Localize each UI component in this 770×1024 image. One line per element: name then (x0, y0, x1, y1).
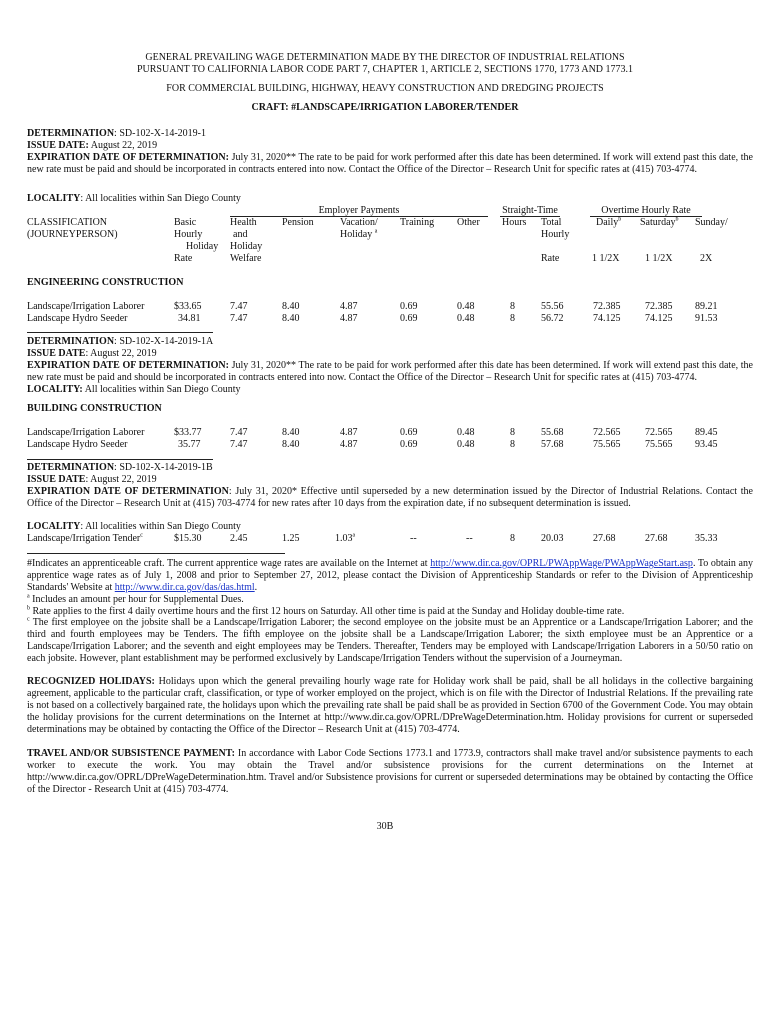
expiration-text: : July 31, 2020* Effective until superseded by a new determination issued by the Director of Industrial Relations. Contact the Office of the Director – Research Unit at (415) 703-4774 for new rates after 10 days from the expiration date, if no subsequent determination is issued. (27, 486, 753, 509)
cell-health: 7.47 (230, 313, 248, 324)
header-basic: Basic (174, 217, 197, 228)
cell-sunday: 89.21 (695, 301, 718, 312)
cell-daily: 72.385 (593, 301, 621, 312)
determination-value: : SD-102-X-14-2019-1 (114, 128, 206, 139)
header-employer-payments: Employer Payments (230, 205, 488, 217)
cell-pension: 8.40 (282, 439, 300, 450)
issue-date-label: ISSUE DATE (27, 474, 86, 485)
cell-daily: 27.68 (593, 533, 616, 544)
determination-label: DETERMINATION (27, 462, 115, 473)
cell-health: 2.45 (230, 533, 248, 544)
header-daily-mult: 1 1/2X (592, 253, 620, 264)
cell-daily: 72.565 (593, 427, 621, 438)
holidays-text: Holidays upon which the general prevailing hourly wage rate for Holiday work shall be paid, shall be all holidays in the collective bargaining agreement, applicable to the particular craft, classification, or type of worker employed on the project, which is on file with the Director of Industrial Relations. If the prevailing rate is not based on a collectively bargained rate, the holidays upon which the prevailing rate shall be paid shall be as provided in Section 6700 of the Government Code. You may obtain the holiday provisions for the current determinations on the Internet at http://www.dir.ca.gov/OPRL/DPreWageDetermination.htm. Holiday provisions for current or superseded determinations may be obtained by contacting the Office of the Director – Research Unit at (415) 703-4774. (27, 676, 753, 735)
determination-2 (27, 336, 213, 348)
cell-total: 57.68 (541, 439, 564, 450)
cell-saturday: 27.68 (645, 533, 668, 544)
header-health-holiday: Holiday (230, 241, 263, 252)
cell-other: -- (466, 533, 473, 544)
cell-basic-rate: 35.77 (178, 439, 201, 450)
cell-saturday: 72.385 (645, 301, 673, 312)
issue-date-1 (27, 140, 157, 152)
header-training: Training (400, 217, 435, 228)
das-website-link[interactable]: http://www.dir.ca.gov/das/das.html (114, 582, 255, 593)
cell-health: 7.47 (230, 301, 248, 312)
cell-training: 0.69 (400, 427, 418, 438)
cell-classification: Landscape Hydro Seeder (27, 439, 128, 450)
cell-daily: 75.565 (593, 439, 621, 450)
locality-label: LOCALITY (27, 193, 81, 204)
expiration-1 (27, 152, 753, 176)
cell-saturday: 75.565 (645, 439, 673, 450)
cell-training: 0.69 (400, 301, 418, 312)
cell-training: 0.69 (400, 439, 418, 450)
header-line-3: FOR COMMERCIAL BUILDING, HIGHWAY, HEAVY CONSTRUCTION AND DREDGING PROJECTS (166, 83, 604, 94)
cell-pension: 8.40 (282, 427, 300, 438)
cell-sunday: 93.45 (695, 439, 718, 450)
header-health: Health (230, 217, 257, 228)
cell-hours: 8 (510, 427, 515, 438)
cell-vacation: 4.87 (340, 301, 358, 312)
header-straight-time: Straight-Time (500, 205, 560, 217)
cell-basic-rate: $15.30 (174, 533, 202, 544)
header-journeyperson: (JOURNEYPERSON) (27, 229, 118, 240)
cell-hours: 8 (510, 313, 515, 324)
cell-hours: 8 (510, 533, 515, 544)
determination-label: DETERMINATION (27, 336, 115, 347)
cell-total: 55.68 (541, 427, 564, 438)
cell-hours: 8 (510, 301, 515, 312)
header-welfare: Welfare (230, 253, 262, 264)
divider (27, 332, 213, 333)
holidays-label: RECOGNIZED HOLIDAYS: (27, 676, 155, 687)
cell-other: 0.48 (457, 427, 475, 438)
expiration-2 (27, 360, 753, 384)
cell-vacation: 4.87 (340, 313, 358, 324)
cell-pension: 8.40 (282, 301, 300, 312)
cell-basic-rate: $33.77 (174, 427, 202, 438)
header-line-1: GENERAL PREVAILING WAGE DETERMINATION MADE BY THE DIRECTOR OF INDUSTRIAL RELATIONS (145, 52, 625, 63)
issue-date-3 (27, 474, 157, 486)
header-total-hourly: Hourly (541, 229, 570, 240)
cell-classification: Landscape/Irrigation Tender$^c$ (27, 532, 143, 544)
issue-date-value: August 22, 2019 (88, 140, 158, 151)
cell-health: 7.47 (230, 439, 248, 450)
footnote-b: $^b$ Rate applies to the first 4 daily overtime hours and the first 12 hours on Saturday. All other time is paid at the Sunday and Holiday double-time rate. (27, 605, 625, 617)
expiration-label: EXPIRATION DATE OF DETERMINATION: (27, 360, 229, 371)
cell-classification: Landscape/Irrigation Laborer (27, 427, 145, 438)
header-overtime: Overtime Hourly Rate (590, 205, 702, 217)
header-daily: Daily$^b$ (596, 216, 622, 228)
apprentice-note: #Indicates an apprenticeable craft. The current apprentice wage rates are available on the Internet at http://www.dir.ca.gov/OPRL/PWAppWage/PWAppWageStart.asp. To obtain any apprentice wage rates as of July 1, 2008 and prior to September 27, 2012, please contact the Division of Apprenticeship Standards or refer to the Division of Apprenticeship Standards' Website at http://www.dir.ca.gov/das/das.html. (27, 558, 753, 593)
page-number: 30B (376, 821, 394, 832)
header-saturday: Saturday$^b$ (640, 216, 679, 228)
header-saturday-mult: 1 1/2X (645, 253, 673, 264)
header-hours: Hours (502, 217, 527, 228)
cell-basic-rate: 34.81 (178, 313, 201, 324)
header-total-rate: Rate (541, 253, 560, 264)
header-classification: CLASSIFICATION (27, 217, 108, 228)
header-hourly: Hourly (174, 229, 203, 240)
cell-hours: 8 (510, 439, 515, 450)
determination-value: : SD-102-X-14-2019-1A (114, 336, 214, 347)
locality-3 (27, 521, 241, 533)
cell-saturday: 74.125 (645, 313, 673, 324)
cell-total: 55.56 (541, 301, 564, 312)
header-holiday: Holiday (186, 241, 219, 252)
cell-training: -- (410, 533, 417, 544)
cell-other: 0.48 (457, 301, 475, 312)
determination-1 (27, 128, 206, 140)
cell-classification: Landscape Hydro Seeder (27, 313, 128, 324)
cell-sunday: 91.53 (695, 313, 718, 324)
header-line-2: PURSUANT TO CALIFORNIA LABOR CODE PART 7, CHAPTER 1, ARTICLE 2, SECTIONS 1770, 1773 AND 1773.1 (136, 64, 634, 75)
expiration-text: July 31, 2020** The rate to be paid for work performed after this date has been determined. If work will extend past this date, the new rate must be paid and should be incorporated in contracts entered into now. Contact the Office of the Director – Research Unit for specific rates at (415) 703-4774. (27, 360, 753, 383)
expiration-label: EXPIRATION DATE OF DETERMINATION (27, 486, 229, 497)
determination-label: DETERMINATION (27, 128, 115, 139)
determination-3 (27, 462, 213, 474)
header-vacation: Vacation/ (340, 217, 378, 228)
apprentice-wage-link[interactable]: http://www.dir.ca.gov/OPRL/PWAppWage/PWAppWageStart.asp (430, 558, 693, 569)
cell-saturday: 72.565 (645, 427, 673, 438)
footnote-c: $^c$ The first employee on the jobsite shall be a Landscape/Irrigation Laborer; the second employee on the jobsite must be an Apprentice or a Landscape/Irrigation Laborer; and the third and fourth employees may be Tenders. The fifth employee on the jobsite shall be a Landscape/Irrigation Laborer; the sixth employee must be an Apprentice or a Landscape/Irrigation Laborer; and the seventh and eight employees may be Tenders. Thereafter, Tenders may be employed with Landscape/Irrigation Laborers in a 50/50 ratio on each jobsite. However, plant establishment may be performed exclusively by Landscape/Irrigation Tenders without the supervision of a Journeyman. (27, 616, 753, 664)
expiration-3 (27, 486, 753, 510)
cell-training: 0.69 (400, 313, 418, 324)
divider (27, 553, 285, 554)
issue-date-value: : August 22, 2019 (85, 474, 157, 485)
determination-value: : SD-102-X-14-2019-1B (114, 462, 213, 473)
cell-daily: 74.125 (593, 313, 621, 324)
header-sunday: Sunday/ (695, 217, 728, 228)
header-sunday-mult: 2X (700, 253, 713, 264)
cell-sunday: 89.45 (695, 427, 718, 438)
craft-title: CRAFT: #LANDSCAPE/IRRIGATION LABORER/TENDER (251, 102, 519, 113)
issue-date-label: ISSUE DATE: (27, 140, 89, 151)
cell-other: 0.48 (457, 313, 475, 324)
cell-pension: 1.25 (282, 533, 300, 544)
cell-vacation: 4.87 (340, 439, 358, 450)
cell-total: 20.03 (541, 533, 564, 544)
travel-subsistence (27, 748, 753, 796)
travel-label: TRAVEL AND/OR SUBSISTENCE PAYMENT: (27, 748, 235, 759)
travel-text: In accordance with Labor Code Sections 1773.1 and 1773.9, contractors shall make travel and/or subsistence payments to each worker to execute the work. You may obtain the Travel and/or subsistence provisions for the current determinations on the Internet at http://www.dir.ca.gov/OPRL/DPreWageDetermination.htm. Travel and/or Subsistence provisions for current or superseded determinations may be obtained by contacting the Office of the Director - Research Unit at (415) 703-4774. (27, 748, 753, 795)
issue-date-2 (27, 348, 157, 360)
section-title-building: BUILDING CONSTRUCTION (27, 403, 162, 414)
section-title-engineering: ENGINEERING CONSTRUCTION (27, 277, 184, 288)
expiration-text: July 31, 2020** The rate to be paid for work performed after this date has been determined. If work will extend past this date, the new rate must be paid and should be incorporated in contracts entered into now. Contact the Office of the Director – Research Unit for specific rates at (415) 703-4774. (27, 152, 753, 175)
recognized-holidays (27, 676, 753, 736)
header-and: and (233, 229, 248, 240)
expiration-label: EXPIRATION DATE OF DETERMINATION: (27, 152, 229, 163)
header-vacation-holiday: Holiday $^a$ (340, 228, 378, 240)
cell-pension: 8.40 (282, 313, 300, 324)
locality-label: LOCALITY: (27, 384, 83, 395)
issue-date-label: ISSUE DATE (27, 348, 86, 359)
cell-basic-rate: $33.65 (174, 301, 202, 312)
cell-sunday: 35.33 (695, 533, 718, 544)
cell-vacation: 1.03$^a$ (335, 532, 356, 544)
locality-1 (27, 193, 241, 205)
locality-value: : All localities within San Diego County (80, 521, 241, 532)
divider (27, 459, 213, 460)
header-pension: Pension (282, 217, 314, 228)
footnote-a: $^a$ Includes an amount per hour for Supplemental Dues. (27, 593, 244, 605)
locality-label: LOCALITY (27, 521, 81, 532)
cell-vacation: 4.87 (340, 427, 358, 438)
locality-value: All localities within San Diego County (82, 384, 241, 395)
header-total: Total (541, 217, 562, 228)
issue-date-value: : August 22, 2019 (85, 348, 157, 359)
header-rate: Rate (174, 253, 193, 264)
cell-other: 0.48 (457, 439, 475, 450)
locality-2 (27, 384, 241, 396)
cell-classification: Landscape/Irrigation Laborer (27, 301, 145, 312)
header-other: Other (457, 217, 480, 228)
locality-value: : All localities within San Diego County (80, 193, 241, 204)
cell-total: 56.72 (541, 313, 564, 324)
cell-health: 7.47 (230, 427, 248, 438)
